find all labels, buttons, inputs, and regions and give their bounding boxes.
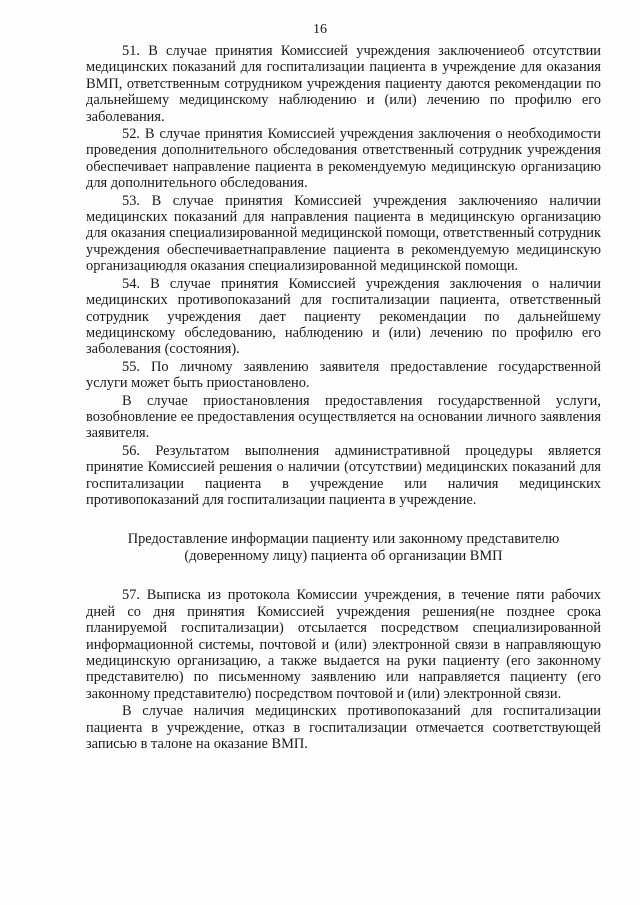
paragraph-53: 53. В случае принятия Комиссией учреждения заключенияо наличии медицинских показаний для направления пациента в медицинскую организацию для оказания специализированной медицинской помощи, ответственный сотрудник учреждения обеспечиваетнаправление пациента в рекомендуемую медицинскую организациюдля оказания специализированной медицинской помощи. [86,192,601,275]
paragraph-52: 52. В случае принятия Комиссией учреждения заключения о необходимости проведения дополнительного обследования ответственный сотрудник учреждения обеспечивает направление пациента в рекомендуемую медицинскую организацию для дополнительного обследования. [86,126,601,192]
section-heading: Предоставление информации пациенту или законному представителю (доверенному лицу) пациента об организации ВМП [127,531,560,565]
page-number: 16 [313,22,327,37]
paragraph-55-continuation: В случае приостановления предоставления государственной услуги, возобновление ее предоставления осуществляется на основании личного заявления заявителя. [86,392,601,442]
paragraph-55: 55. По личному заявлению заявителя предоставление государственной услуги может быть приостановлено. [86,358,601,392]
paragraph-54: 54. В случае принятия Комиссией учреждения заключения о наличии медицинских противопоказаний для госпитализации пациента, ответственный сотрудник учреждения дает пациенту рекомендации по дальнейшему медицинскому обследованию, наблюдению и (или) лечению по профилю его заболевания (состояния). [86,275,601,358]
paragraph-57: 57. Выписка из протокола Комиссии учреждения, в течение пяти рабочих дней со дня принятия Комиссией учреждения решения(не позднее срока планируемой госпитализации) отсылается посредством специализированной информационной системы, почтовой и (или) электронной связи в направляющую медицинскую организацию, а также выдается на руки пациенту (его законному представителю) по письменному заявлению или направляется пациенту (его законному представителю) посредством почтовой и (или) электронной связи. [86,587,601,702]
paragraph-57-continuation: В случае наличия медицинских противопоказаний для госпитализации пациента в учреждение, отказ в госпитализации отмечается соответствующей записью в талоне на оказание ВМП. [86,703,601,753]
paragraph-51: 51. В случае принятия Комиссией учреждения заключениеоб отсутствии медицинских показаний для госпитализации пациента в учреждение для оказания ВМП, ответственным сотрудником учреждения пациенту даются рекомендации по дальнейшему медицинскому наблюдению и (или) лечению по профилю его заболевания. [86,43,601,125]
paragraph-56: 56. Результатом выполнения административной процедуры является принятие Комиссией решения о наличии (отсутствии) медицинских показаний для госпитализации пациента в учреждение или наличия медицинских противопоказаний для госпитализации пациента в учреждение. [86,442,601,508]
document-body [86,43,601,752]
